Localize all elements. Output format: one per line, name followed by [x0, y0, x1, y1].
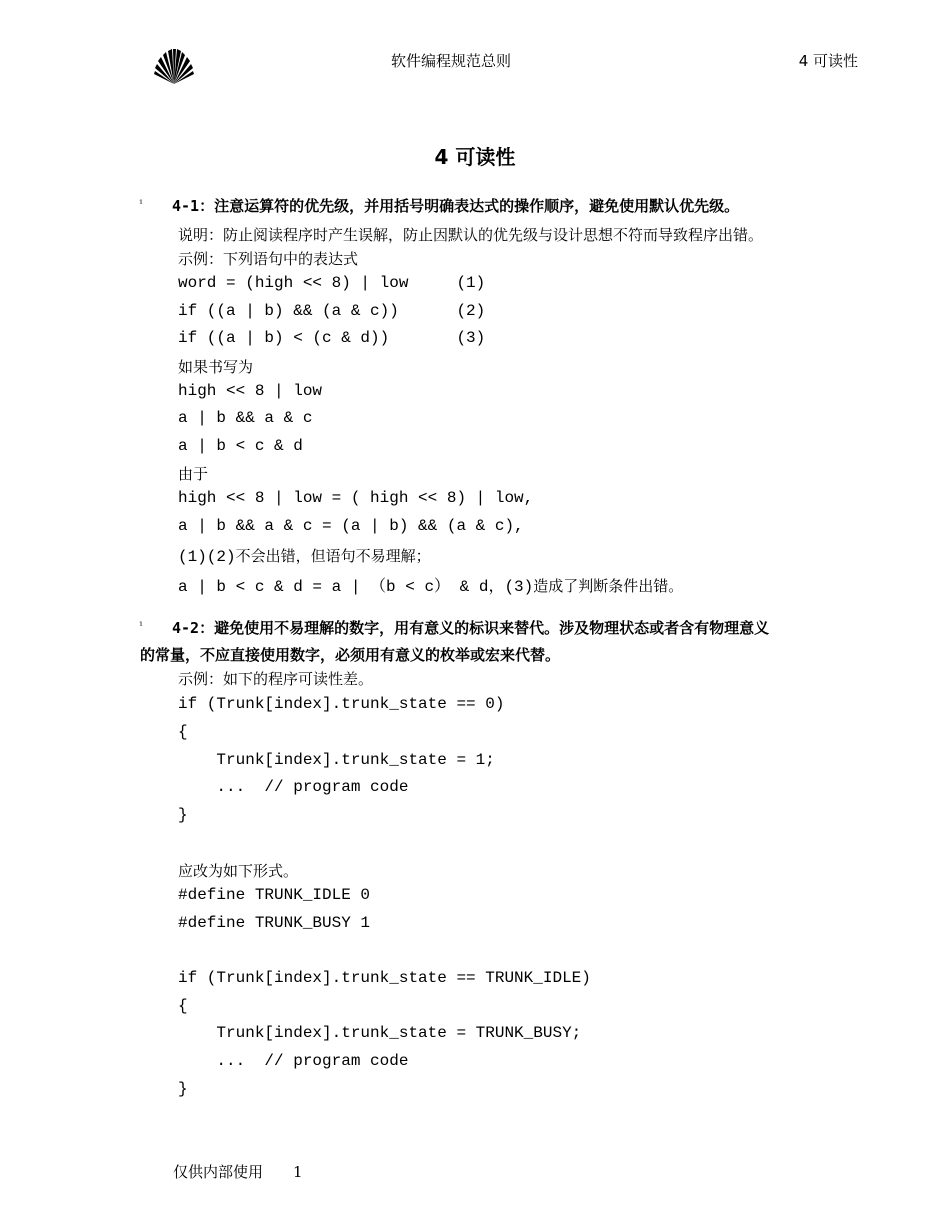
rule-4-1-note-1 — [178, 545, 431, 566]
code-line: if ((a | b) && (a & c)) (2) — [178, 302, 486, 320]
header-doc-title: 软件编程规范总则 — [391, 52, 512, 70]
note-code: (1)(2) — [178, 548, 236, 566]
rule-4-1-because: 由于 — [178, 465, 209, 483]
page-number: 1 — [293, 1163, 303, 1181]
header-section: 4 可读性 — [798, 52, 858, 70]
code-line: #define TRUNK_IDLE 0 — [178, 886, 371, 904]
page-footer — [173, 1161, 303, 1182]
rule-4-2-title-line-2: 的常量，不应直接使用数字，必须用有意义的枚举或宏来代替。 — [140, 646, 561, 664]
code-line: } — [178, 1080, 188, 1098]
rule-4-1-description: 说明：防止阅读程序时产生误解，防止因默认的优先级与设计思想不符而导致程序出错。 — [178, 226, 764, 244]
code-line: Trunk[index].trunk_state = TRUNK_BUSY; — [178, 1024, 582, 1042]
code-line: ... // program code — [178, 778, 409, 796]
rule-4-1-example-intro: 示例：下列语句中的表达式 — [178, 250, 359, 268]
code-line: { — [178, 723, 188, 741]
code-line: #define TRUNK_BUSY 1 — [178, 914, 371, 932]
company-logo-icon — [152, 48, 196, 84]
section-heading: 4 可读性 — [434, 145, 516, 169]
code-line: } — [178, 806, 188, 824]
code-line: { — [178, 997, 188, 1015]
code-line: a | b < c & d — [178, 437, 303, 455]
rule-title-text: ：避免使用不易理解的数字，用有意义的标识来替代。涉及物理状态或者含有物理意义 — [199, 619, 770, 637]
code-line: Trunk[index].trunk_state = 1; — [178, 751, 495, 769]
rule-id: 4-2 — [172, 619, 200, 637]
code-line: if ((a | b) < (c & d)) (3) — [178, 329, 486, 347]
rule-4-2-change-to: 应改为如下形式。 — [178, 862, 299, 880]
rule-4-1-note-2 — [178, 573, 683, 596]
note-code: a | b < c & d = a | （b < c） & d，(3) — [178, 578, 534, 596]
code-line: a | b && a & c — [178, 409, 313, 427]
note-text: 造成了判断条件出错。 — [533, 577, 684, 595]
rule-4-2-title-line-1 — [172, 615, 769, 641]
rule-bullet: ¹ — [139, 199, 144, 210]
note-text: 不会出错，但语句不易理解； — [235, 547, 431, 565]
rule-4-1-if-written: 如果书写为 — [178, 358, 254, 376]
rule-bullet: ¹ — [139, 621, 144, 632]
code-line: word = (high << 8) | low (1) — [178, 274, 486, 292]
rule-title-text: ：注意运算符的优先级，并用括号明确表达式的操作顺序，避免使用默认优先级。 — [199, 197, 740, 215]
rule-4-2-example-intro: 示例：如下的程序可读性差。 — [178, 670, 374, 688]
code-line: high << 8 | low — [178, 382, 323, 400]
code-line: if (Trunk[index].trunk_state == TRUNK_IDLE) — [178, 969, 591, 987]
code-line: a | b && a & c = (a | b) && (a & c), — [178, 517, 524, 535]
rule-4-1-title — [172, 193, 739, 219]
code-line: high << 8 | low = ( high << 8) | low, — [178, 489, 534, 507]
code-line: ... // program code — [178, 1052, 409, 1070]
footer-label: 仅供内部使用 — [173, 1163, 264, 1181]
rule-id: 4-1 — [172, 197, 200, 215]
code-line: if (Trunk[index].trunk_state == 0) — [178, 695, 505, 713]
